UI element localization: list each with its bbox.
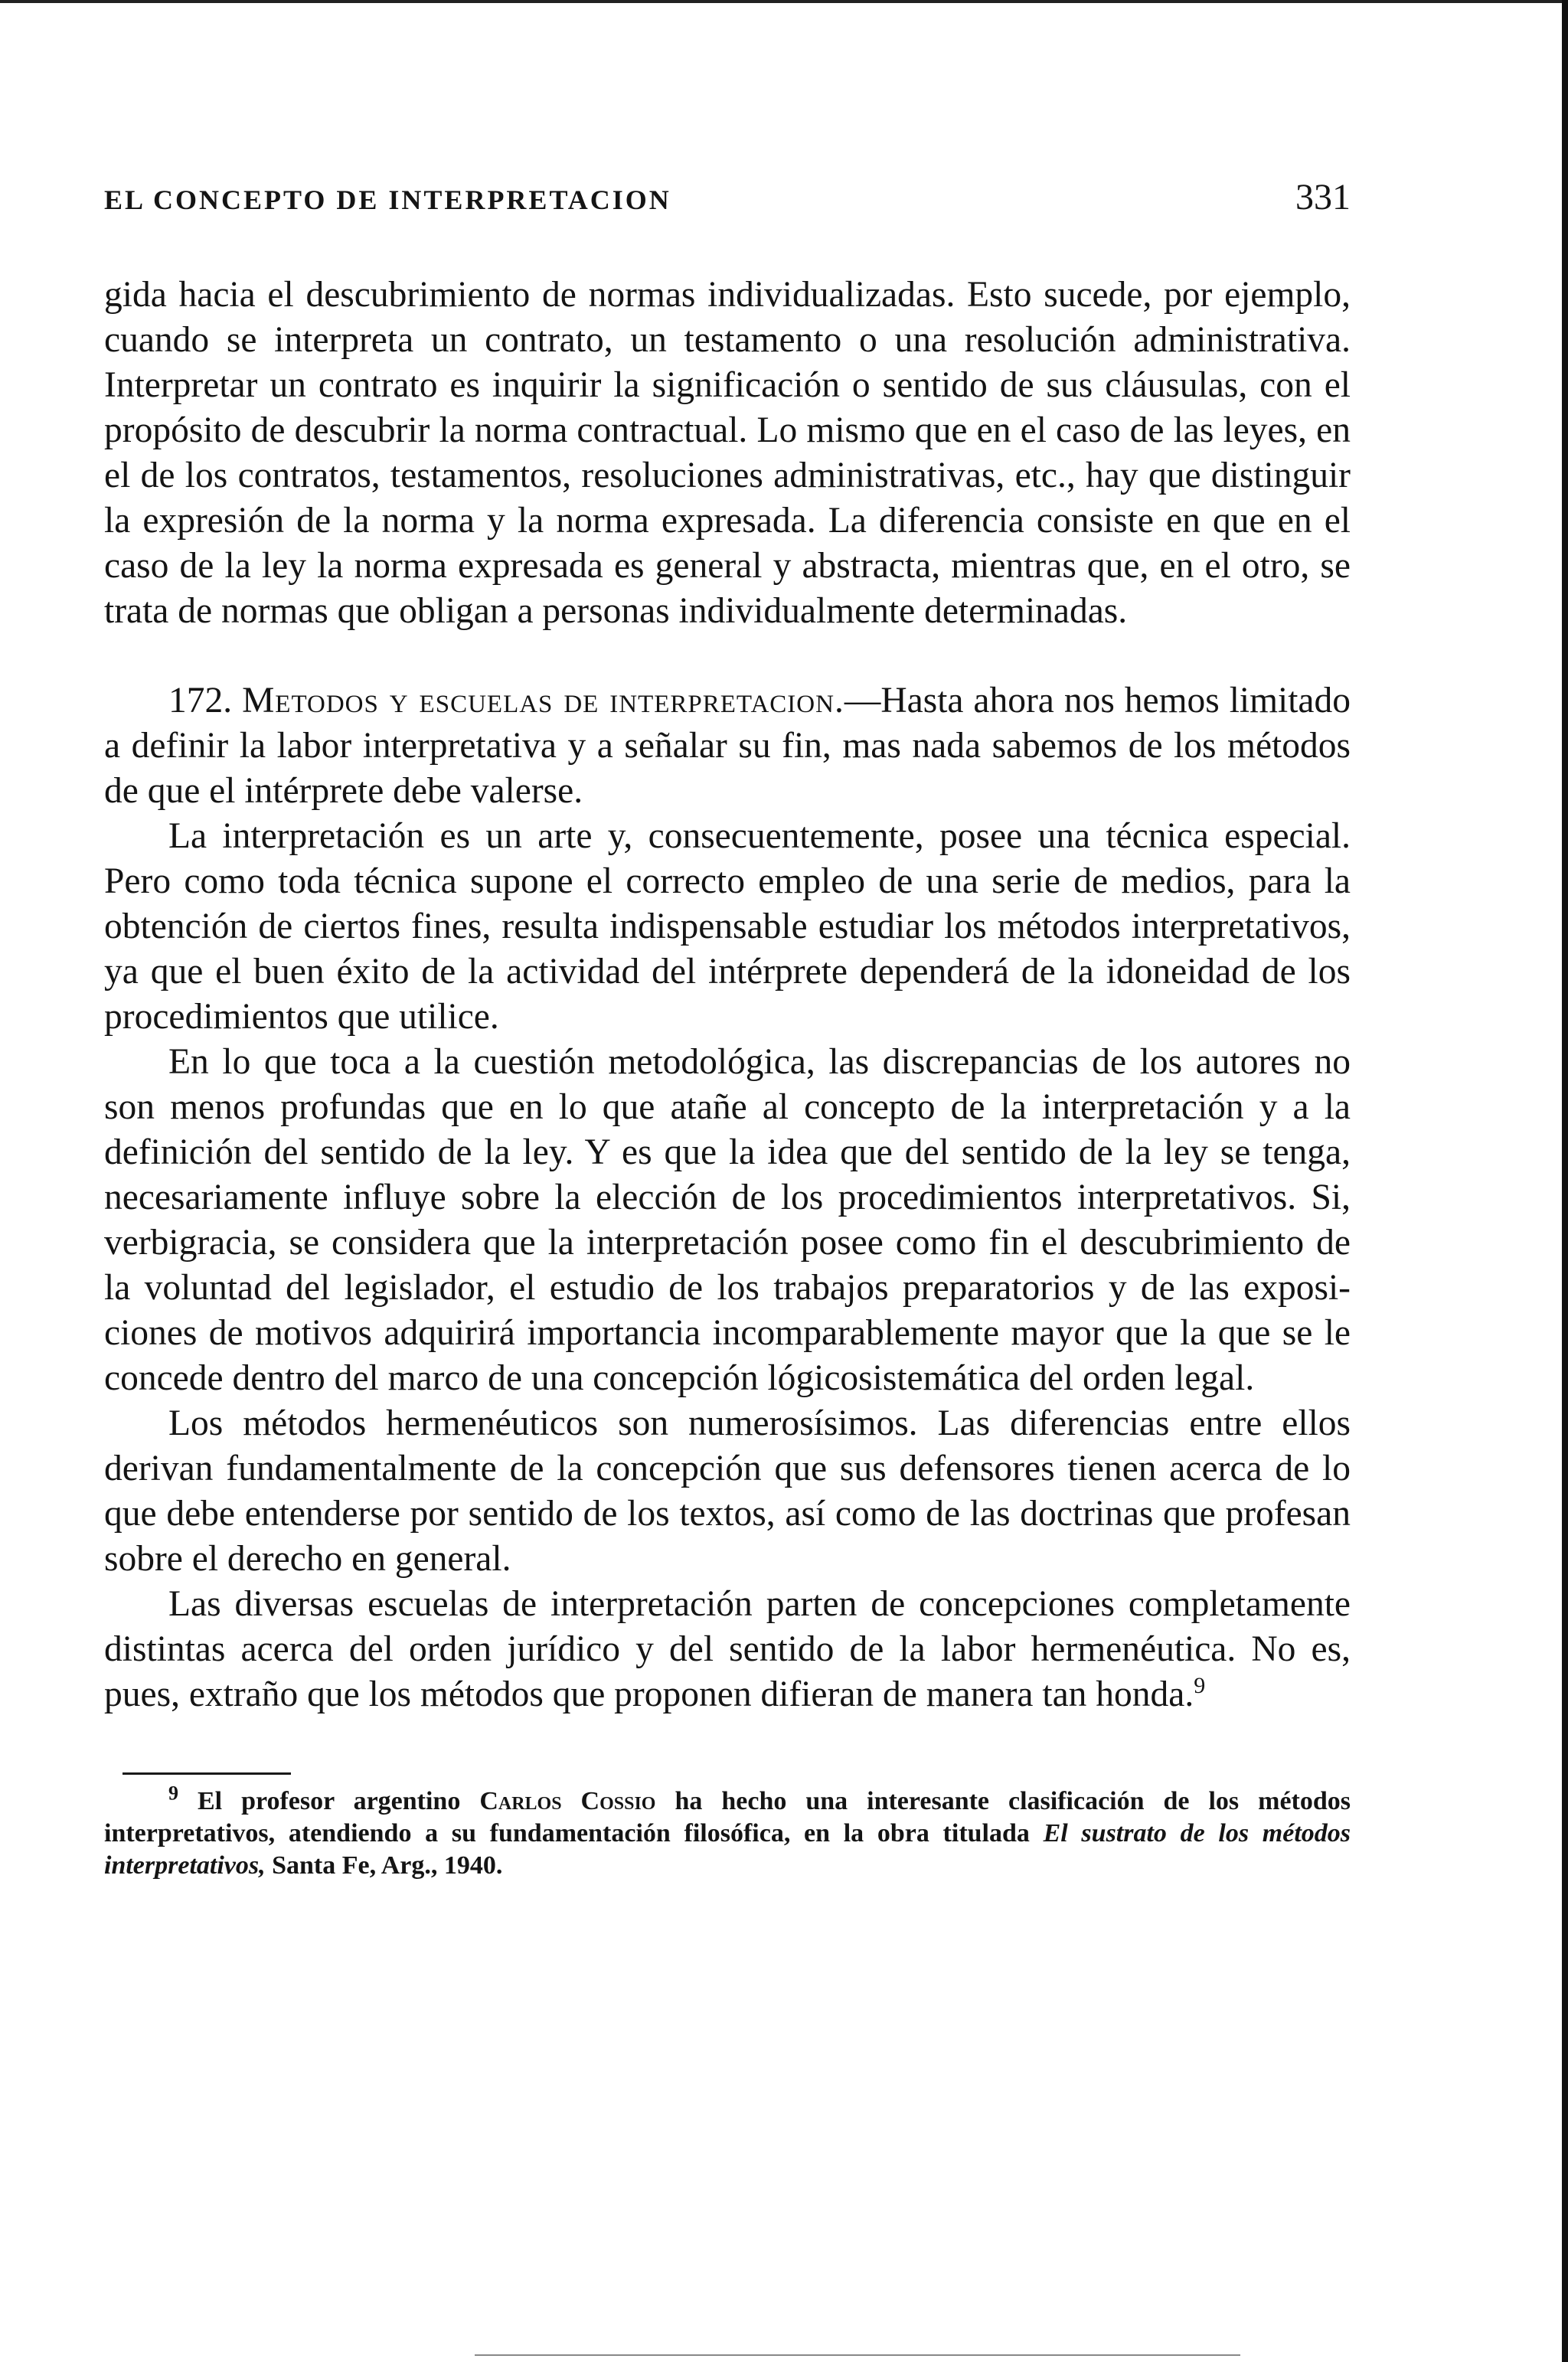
book-page: [104, 176, 1351, 1882]
paragraph-1: gida hacia el descubrimiento de normas individualizadas. Esto sucede, por ejemplo, cuando se interpreta un contrato, un testamento o una resolución administrativa. Interpretar un contrato es inquirir la significación o sentido de sus cláusulas, con el propósito de descubrir la norma contractual. Lo mismo que en el caso de las leyes, en el de los contratos, testamentos, resoluciones administrativas, etc., hay que distinguir la expresión de la norma y la norma expresada. La diferencia consiste en que en el caso de la ley la norma expresada es general y abstracta, mientras que, en el otro, se trata de normas que obligan a personas individualmente determinadas.: [104, 275, 1351, 631]
footnote-text-before: El profesor argentino: [197, 1787, 461, 1815]
paragraph-6: [104, 1582, 1351, 1717]
footnote-divider: [122, 1772, 291, 1775]
body-text: [104, 273, 1351, 1717]
footnote: [104, 1782, 1351, 1882]
paragraph-5: Los métodos hermenéuticos son numerosísimos. Las diferencias entre ellos derivan fundamentalmente de la concepción que sus defensores tienen acerca de lo que debe entenderse por sentido de los textos, así como de las doctrinas que profesan sobre el derecho en general.: [104, 1403, 1351, 1579]
footnote-work-title: El sustrato de los métodos interpretativos,: [104, 1819, 1351, 1880]
paragraph-6-text: Las diversas escuelas de interpretación parten de concepciones completamente distintas acerca del orden jurídico y del sentido de la labor hermenéutica. No es, pues, extraño que los métodos que proponen difieran de manera tan honda.: [104, 1584, 1351, 1714]
scan-edge-right: [1562, 0, 1568, 2362]
scan-edge-top: [0, 0, 1568, 3]
footnote-text-middle: ha hecho una interesante clasificación de los métodos interpretativos, atendiendo a su fundamentación filosófica, en la obra titulada: [104, 1787, 1351, 1847]
footnote-author: Carlos Cossio: [479, 1787, 656, 1815]
footnote-text-after: Santa Fe, Arg., 1940.: [272, 1851, 503, 1880]
page-number: 331: [1295, 177, 1351, 217]
paragraph-4: En lo que toca a la cuestión metodológica, las discrepancias de los autores no son menos profundas que en lo que atañe al concepto de la interpretación y a la definición del sentido de la ley. Y es que la idea que del sentido de la ley se tenga, necesariamente influye sobre la elección de los procedimientos interpretativos. Si, verbigracia, se considera que la interpretación posee como fin el descubrimiento de la voluntad del legislador, el estudio de los trabajos preparatorios y de las exposiciones de motivos adquirirá importancia incomparablemente mayor que la que se le concede dentro del marco de una concepción lógicosistemática del orden legal.: [104, 1042, 1351, 1398]
section-text: —Hasta ahora nos hemos limitado a definir la labor interpretativa y a señalar su fin, mas nada sabemos de los métodos de que el intérprete debe valerse.: [104, 681, 1351, 811]
running-head: [104, 176, 1351, 230]
section-number: 172.: [168, 681, 233, 720]
footnote-marker: 9: [168, 1782, 178, 1805]
running-title: EL CONCEPTO DE INTERPRETACION: [104, 185, 671, 215]
scan-edge-bottom: [475, 2354, 1240, 2356]
section-172-paragraph: [104, 678, 1351, 814]
section-heading: Metodos y escuelas de interpretacion.: [242, 681, 844, 720]
footnote-reference: 9: [1194, 1673, 1206, 1699]
footnote-9: [104, 1782, 1351, 1882]
paragraph-3: La interpretación es un arte y, consecuentemente, posee una técnica especial. Pero como toda técnica supone el correcto empleo de una serie de medios, para la obtención de ciertos fines, resulta indispensable estudiar los métodos interpretativos, ya que el buen éxito de la actividad del intérprete dependerá de la idoneidad de los procedimientos que utilice.: [104, 816, 1351, 1037]
